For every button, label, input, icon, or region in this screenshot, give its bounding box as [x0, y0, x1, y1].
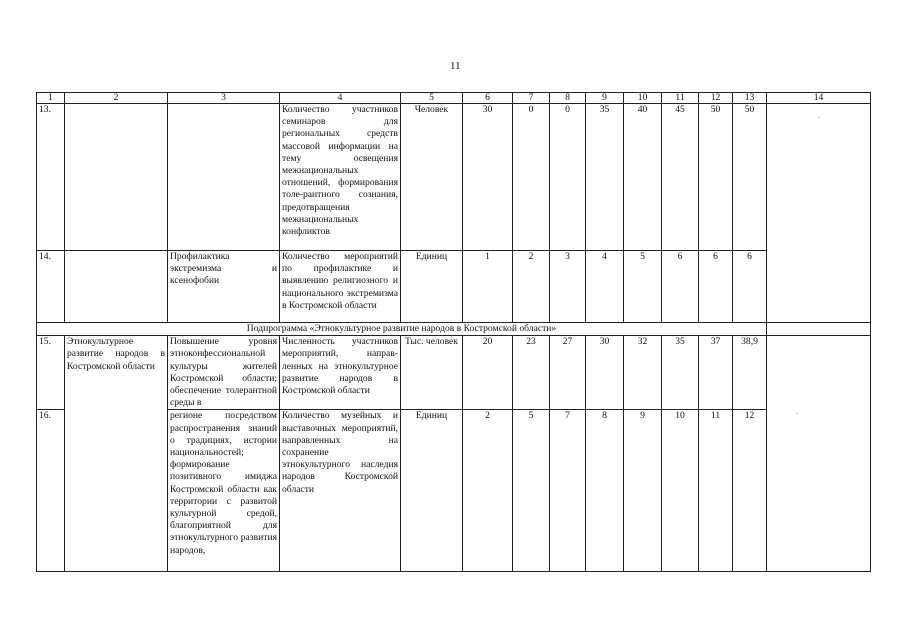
value-cell: 35 [662, 336, 699, 410]
unit-cell: Единиц [401, 410, 463, 572]
value-cell: 7 [550, 410, 586, 572]
indicators-table [36, 92, 871, 572]
unit-cell: Человек [401, 104, 463, 251]
unit-cell: Тыс. человек [401, 336, 463, 410]
value-cell: 32 [624, 336, 662, 410]
header-cell: 8 [550, 93, 586, 104]
value-cell: 10 [662, 410, 699, 572]
note-cell [767, 336, 871, 572]
header-cell: 1 [37, 93, 65, 104]
value-cell: 9 [624, 410, 662, 572]
header-cell: 10 [624, 93, 662, 104]
value-cell: 20 [463, 336, 513, 410]
page-number: 11 [450, 60, 461, 72]
value-cell: 23 [513, 336, 550, 410]
header-cell: 12 [699, 93, 733, 104]
table-row [37, 336, 871, 410]
header-cell: 7 [513, 93, 550, 104]
indicator-cell: Количество мероприятий по профилактике и выявлению религиозного и национального экстремизма в Костромской области [280, 251, 401, 323]
value-cell: 37 [699, 336, 733, 410]
note-cell [767, 323, 871, 336]
value-cell: 27 [550, 336, 586, 410]
value-cell: 0 [513, 104, 550, 251]
goal-cell: Этнокультурное развитие народов в Костромской области [65, 336, 168, 572]
value-cell: 4 [586, 251, 624, 323]
value-cell: 50 [699, 104, 733, 251]
value-cell: 40 [624, 104, 662, 251]
row-number: 16. [37, 410, 65, 572]
value-cell: 1 [463, 251, 513, 323]
value-cell: 12 [733, 410, 767, 572]
header-cell: 13 [733, 93, 767, 104]
task-cell: Профилактика экстремизма и ксенофобии [168, 251, 280, 323]
header-cell: 4 [280, 93, 401, 104]
task-cell: Повышение уровня этноконфессиональной культуры жителей Костромской области; обеспечение толерантной среды в [168, 336, 280, 410]
header-cell: 11 [662, 93, 699, 104]
value-cell: 45 [662, 104, 699, 251]
row-number: 13. [37, 104, 65, 251]
goal-cell [65, 104, 168, 251]
note-cell [767, 104, 871, 323]
header-cell: 14 [767, 93, 871, 104]
subprogram-title: Подпрограмма «Этнокультурное развитие народов в Костромской области» [37, 323, 767, 336]
value-cell: 6 [662, 251, 699, 323]
unit-cell: Единиц [401, 251, 463, 323]
subprogram-row [37, 323, 871, 336]
value-cell: 0 [550, 104, 586, 251]
task-cell [168, 104, 280, 251]
value-cell: 3 [550, 251, 586, 323]
header-cell: 3 [168, 93, 280, 104]
goal-cell [65, 251, 168, 323]
value-cell: 6 [733, 251, 767, 323]
value-cell: 50 [733, 104, 767, 251]
indicator-cell: Количество музейных и выставочных мероприятий, направленных на сохранение этнокультурного наследия народов Костромской области [280, 410, 401, 572]
value-cell: 2 [513, 251, 550, 323]
row-number: 14. [37, 251, 65, 323]
header-row [37, 93, 871, 104]
value-cell: 2 [463, 410, 513, 572]
value-cell: 5 [624, 251, 662, 323]
value-cell: 6 [699, 251, 733, 323]
header-cell: 9 [586, 93, 624, 104]
indicator-cell: Количество участников семинаров для региональных средств массовой информации на тему освещения межнациональных отношений, формирования толе-рантного сознания, предотвращения межнациональных конфликтов [280, 104, 401, 251]
value-cell: 30 [586, 336, 624, 410]
header-cell: 2 [65, 93, 168, 104]
indicator-cell: Численность участников мероприятий, направ-ленных на этнокультурное развитие народов в Костромской области [280, 336, 401, 410]
scan-speck [796, 413, 798, 414]
header-cell: 5 [401, 93, 463, 104]
value-cell: 11 [699, 410, 733, 572]
value-cell: 8 [586, 410, 624, 572]
value-cell: 5 [513, 410, 550, 572]
task-cell: регионе посредством распространения знаний о традициях, истории национальностей; формирование позитивного имиджа Костромской области как территории с развитой культурной средой, благоприятной для этнокультурного развития народов, [168, 410, 280, 572]
table-row [37, 251, 871, 323]
scan-speck [818, 117, 820, 118]
value-cell: 30 [463, 104, 513, 251]
value-cell: 35 [586, 104, 624, 251]
header-cell: 6 [463, 93, 513, 104]
row-number: 15. [37, 336, 65, 410]
value-cell: 38,9 [733, 336, 767, 410]
table-row [37, 104, 871, 251]
